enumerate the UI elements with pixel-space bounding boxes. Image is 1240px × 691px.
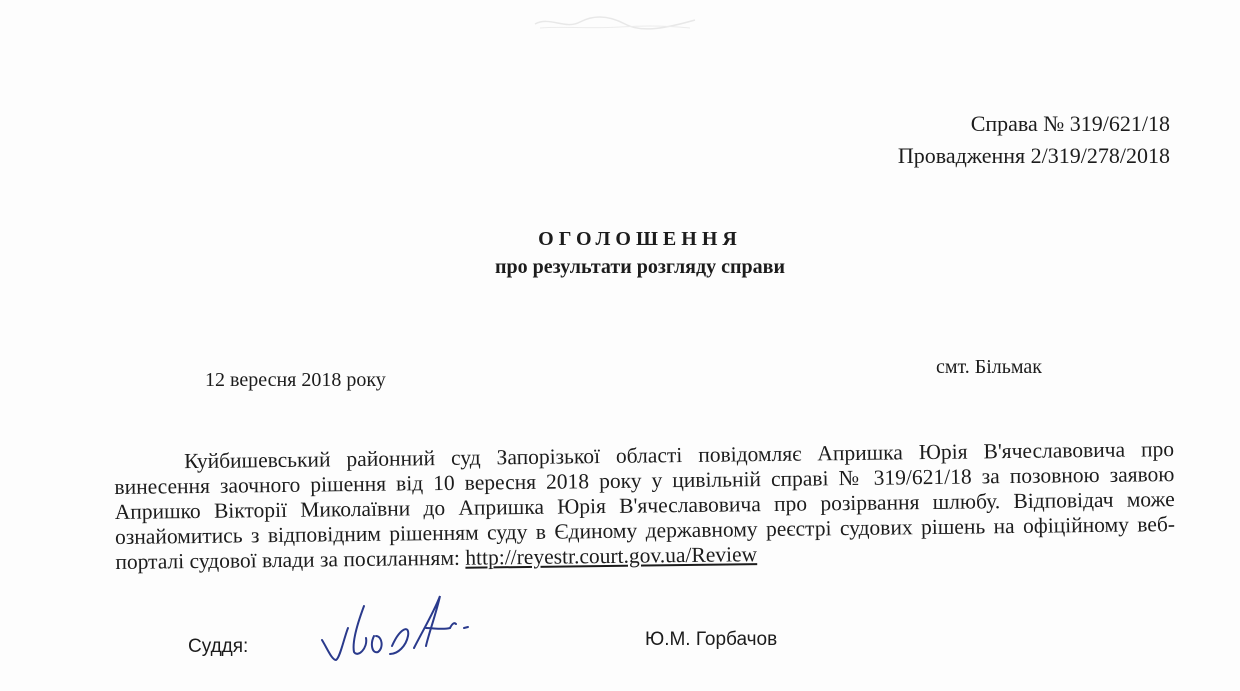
announcement-subtitle: про результати розгляду справи: [495, 256, 785, 278]
document-date: 12 вересня 2018 року: [205, 369, 386, 391]
judge-signature: [318, 588, 478, 672]
announcement-body: [114, 437, 1175, 575]
case-info: [898, 108, 1170, 172]
judge-name: Ю.М. Горбачов: [645, 629, 778, 650]
faint-stamp-mark: [530, 10, 700, 34]
announcement-title: ОГОЛОШЕННЯ: [538, 228, 742, 250]
document-place: смт. Більмак: [936, 356, 1043, 378]
body-text: Куйбишевський районний суд Запорізької області повідомляє Апришка Юрія В'ячеславовича про винесення заочного рішення від 10 вересня 2018 року у цивільній справі № 319/621/18 за позовною заявою Апришко Вікторії Миколаївни до Апришка Юрія В'ячеславовича про розірвання шлюбу. Відповідач може ознайомитись з відповідним рішенням суду в Єдиному державному реєстрі судових рішень на офіційному веб-порталі судової влади за посиланням:: [114, 437, 1176, 574]
judge-label: Суддя:: [188, 636, 249, 657]
registry-link[interactable]: http://reyestr.court.gov.ua/Review: [465, 542, 758, 570]
case-number: Справа № 319/621/18: [970, 111, 1170, 136]
proceeding-number: Провадження 2/319/278/2018: [897, 143, 1170, 168]
